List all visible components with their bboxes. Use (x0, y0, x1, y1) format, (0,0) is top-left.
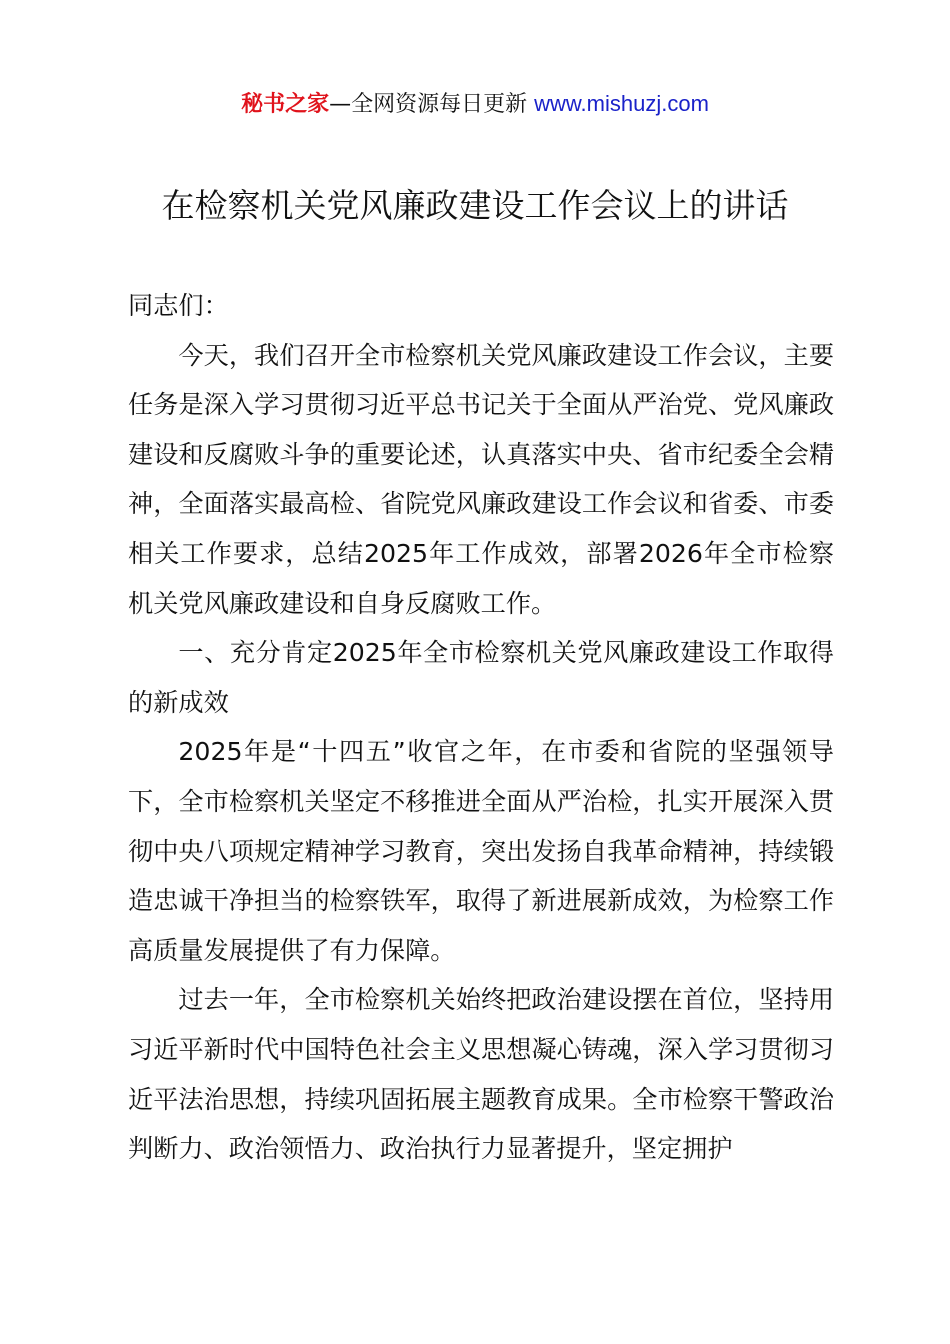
site-header-banner (0, 86, 950, 123)
section-paragraph-1: 2025年是“十四五”收官之年，在市委和省院的坚强领导下，全市检察机关坚定不移推进全面从严治检，扎实开展深入贯彻中央八项规定精神学习教育，突出发扬自我革命精神，持续锻造忠诚干净担当的检察铁军，取得了新进展新成效，为检察工作高质量发展提供了有力保障。 (128, 737, 834, 965)
site-url-link[interactable]: www.mishuzj.com (534, 91, 709, 116)
section-paragraph-2: 过去一年，全市检察机关始终把政治建设摆在首位，坚持用习近平新时代中国特色社会主义思想凝心铸魂，深入学习贯彻习近平法治思想，持续巩固拓展主题教育成果。全市检察干警政治判断力、政治领悟力、政治执行力显著提升，坚定拥护 (128, 985, 834, 1164)
section-heading-1: 一、充分肯定2025年全市检察机关党风廉政建设工作取得的新成效 (128, 638, 834, 717)
salutation: 同志们： (128, 291, 229, 320)
document-title: 在检察机关党风廉政建设工作会议上的讲话 (161, 186, 789, 225)
intro-paragraph: 今天，我们召开全市检察机关党风廉政建设工作会议，主要任务是深入学习贯彻习近平总书记关于全面从严治党、党风廉政建设和反腐败斗争的重要论述，认真落实中央、省市纪委全会精神，全面落实最高检、省院党风廉政建设工作会议和省委、市委相关工作要求，总结2025年工作成效，部署2026年全市检察机关党风廉政建设和自身反腐败工作。 (128, 340, 834, 618)
site-tagline: —全网资源每日更新 (329, 92, 535, 117)
site-brand-name: 秘书之家 (241, 92, 330, 117)
document-body (128, 281, 834, 1174)
